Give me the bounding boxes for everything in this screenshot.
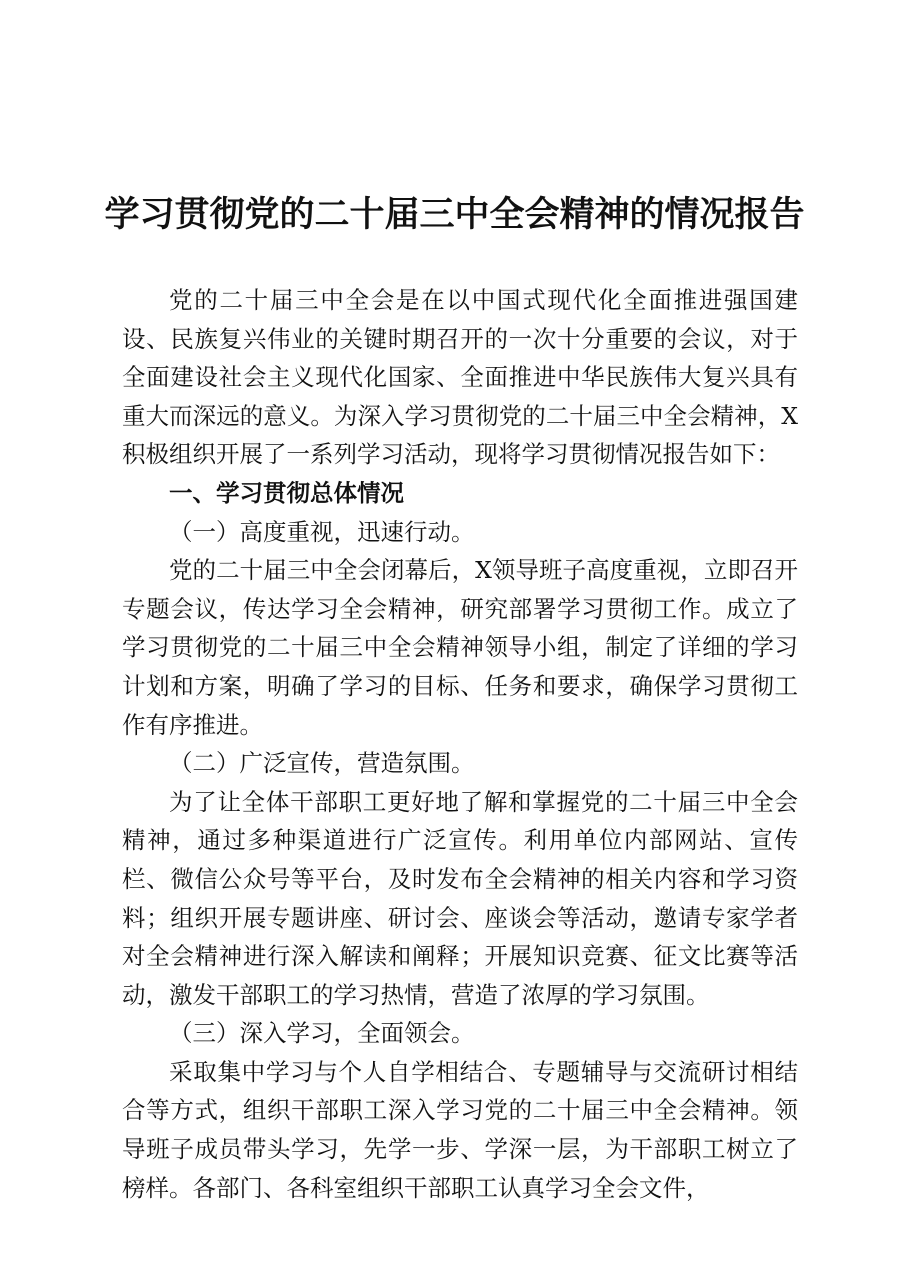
section-heading: 一、学习贯彻总体情况 bbox=[169, 478, 404, 507]
document-body bbox=[122, 281, 798, 1207]
subheading-3: （三）深入学习，全面领会。 bbox=[169, 1019, 475, 1048]
paragraph-2: 为了让全体干部职工更好地了解和掌握党的二十届三中全会精神，通过多种渠道进行广泛宣传。利用单位内部网站、宣传栏、微信公众号等平台，及时发布全会精神的相关内容和学习资料；组织开展专题讲座、研讨会、座谈会等活动，邀请专家学者对全会精神进行深入解读和阐释；开展知识竞赛、征文比赛等活动，激发干部职工的学习热情，营造了浓厚的学习氛围。 bbox=[122, 787, 798, 1009]
document-title: 学习贯彻党的二十届三中全会精神的情况报告 bbox=[104, 194, 805, 235]
paragraph-3: 采取集中学习与个人自学相结合、专题辅导与交流研讨相结合等方式，组织干部职工深入学习党的二十届三中全会精神。领导班子成员带头学习，先学一步、学深一层，为干部职工树立了榜样。各部门、各科室组织干部职工认真学习全会文件， bbox=[122, 1057, 798, 1202]
subheading-1: （一）高度重视，迅速行动。 bbox=[169, 517, 475, 546]
intro-paragraph: 党的二十届三中全会是在以中国式现代化全面推进强国建设、民族复兴伟业的关键时期召开的一次十分重要的会议，对于全面建设社会主义现代化国家、全面推进中华民族伟大复兴具有重大而深远的意义。为深入学习贯彻党的二十届三中全会精神，X积极组织开展了一系列学习活动，现将学习贯彻情况报告如下： bbox=[122, 286, 798, 469]
subheading-2: （二）广泛宣传，营造氛围。 bbox=[169, 749, 475, 778]
paragraph-1: 党的二十届三中全会闭幕后，X领导班子高度重视，立即召开专题会议，传达学习全会精神，研究部署学习贯彻工作。成立了学习贯彻党的二十届三中全会精神领导小组，制定了详细的学习计划和方案，明确了学习的目标、任务和要求，确保学习贯彻工作有序推进。 bbox=[122, 556, 798, 739]
